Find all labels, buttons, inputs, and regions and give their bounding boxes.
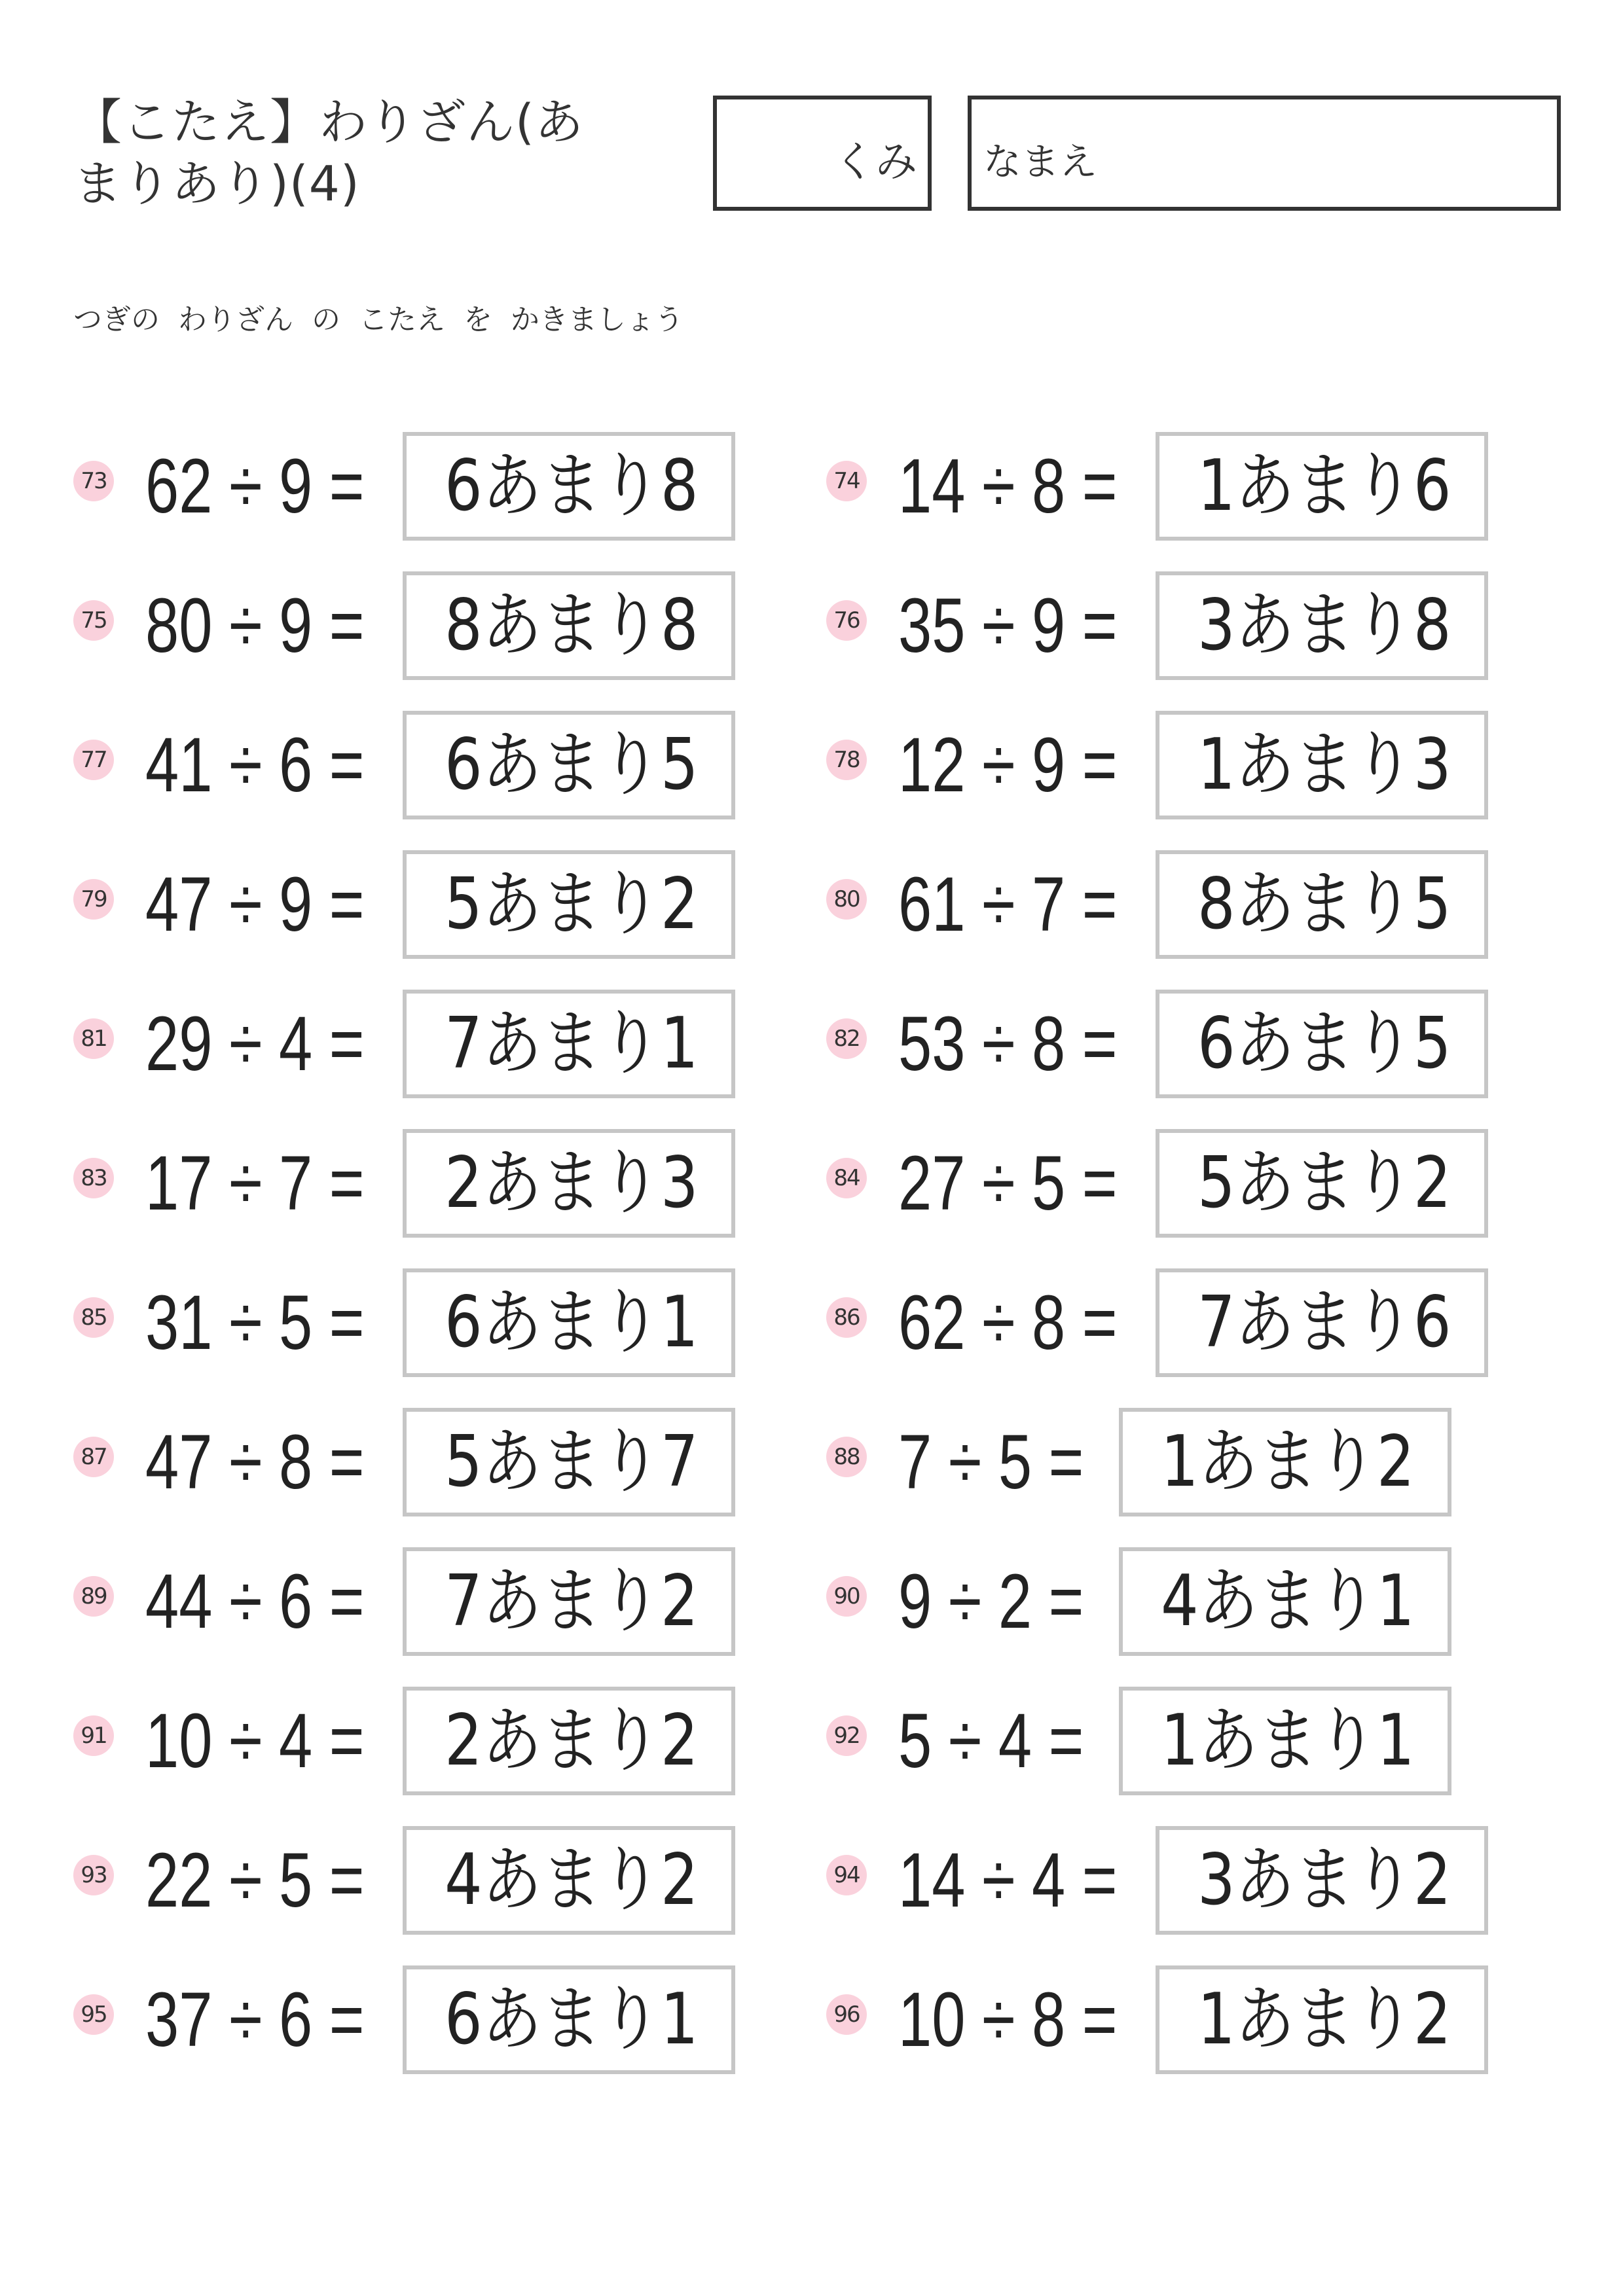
division-expression: 10 ÷ 8 = [898,1977,1118,2063]
problem-number-badge: 82 [826,1018,867,1059]
answer-text: 6あまり1 [445,1979,699,2060]
problem-number-badge: 76 [826,600,867,641]
answer-text: 8あまり8 [445,584,699,666]
answer-text: 3あまり2 [1197,1839,1451,1921]
problem-number-badge: 75 [73,600,114,641]
answer-box[interactable] [403,1826,735,1935]
answer-box[interactable] [1156,850,1488,959]
problem-number-badge: 74 [826,461,867,501]
answer-text: 4あまり2 [445,1839,699,1921]
division-expression: 14 ÷ 8 = [898,443,1118,529]
division-expression: 5 ÷ 4 = [898,1698,1084,1784]
name-label: なまえ [983,139,1098,184]
answer-box[interactable] [1156,571,1488,680]
division-expression: 53 ÷ 8 = [898,1001,1118,1087]
division-expression: 31 ÷ 5 = [145,1280,365,1366]
problem-number-badge: 85 [73,1297,114,1338]
problem-number-badge: 83 [73,1158,114,1198]
problem-number-badge: 84 [826,1158,867,1198]
division-expression: 44 ÷ 6 = [145,1558,365,1645]
problem-number-badge: 77 [73,740,114,780]
answer-box[interactable] [403,1408,735,1516]
title-line-1: 【こたえ】わりざん(あ [73,94,584,151]
answer-text: 1あまり2 [1161,1421,1415,1503]
answer-box[interactable] [403,990,735,1098]
answer-text: 1あまり3 [1197,724,1451,806]
division-expression: 37 ÷ 6 = [145,1977,365,2063]
answer-box[interactable] [1156,1268,1488,1377]
division-expression: 62 ÷ 9 = [145,443,365,529]
problem-number-badge: 92 [826,1715,867,1756]
division-expression: 61 ÷ 7 = [898,861,1118,948]
division-expression: 47 ÷ 9 = [145,861,365,948]
problem-number-badge: 88 [826,1437,867,1477]
answer-box[interactable] [1156,1826,1488,1935]
problem-number-badge: 73 [73,461,114,501]
answer-box[interactable] [1119,1547,1451,1656]
answer-text: 7あまり1 [445,1003,699,1085]
answer-box[interactable] [1119,1408,1451,1516]
problem-number-badge: 96 [826,1994,867,2035]
answer-text: 7あまり2 [445,1560,699,1642]
division-expression: 29 ÷ 4 = [145,1001,365,1087]
answer-text: 1あまり2 [1197,1979,1451,2060]
answer-box[interactable] [1156,432,1488,541]
answer-box[interactable] [1156,1129,1488,1238]
answer-text: 3あまり8 [1197,584,1451,666]
division-expression: 7 ÷ 5 = [898,1419,1084,1505]
class-field[interactable] [713,96,932,211]
page-title [73,92,649,215]
answer-box[interactable] [1156,711,1488,819]
division-expression: 14 ÷ 4 = [898,1837,1118,1924]
answer-box[interactable] [403,1268,735,1377]
answer-text: 5あまり2 [1197,1142,1451,1224]
problem-number-badge: 89 [73,1576,114,1617]
division-expression: 35 ÷ 9 = [898,583,1118,669]
division-expression: 9 ÷ 2 = [898,1558,1084,1645]
answer-box[interactable] [1119,1687,1451,1795]
answer-text: 6あまり5 [445,724,699,806]
answer-box[interactable] [403,1547,735,1656]
problem-number-badge: 95 [73,1994,114,2035]
problem-number-badge: 87 [73,1437,114,1477]
instruction-text: つぎの わりざん の こたえ を かきましょう [73,303,684,336]
division-expression: 62 ÷ 8 = [898,1280,1118,1366]
answer-box[interactable] [1156,990,1488,1098]
answer-text: 6あまり1 [445,1282,699,1363]
answer-box[interactable] [1156,1965,1488,2074]
title-line-2: まりあり)(4) [73,156,360,212]
name-field[interactable] [968,96,1561,211]
answer-text: 8あまり5 [1197,863,1451,945]
answer-text: 6あまり5 [1197,1003,1451,1085]
answer-text: 2あまり3 [445,1142,699,1224]
answer-box[interactable] [403,432,735,541]
division-expression: 12 ÷ 9 = [898,722,1118,808]
problem-number-badge: 79 [73,879,114,920]
division-expression: 27 ÷ 5 = [898,1140,1118,1227]
problem-number-badge: 93 [73,1855,114,1895]
answer-box[interactable] [403,711,735,819]
problem-number-badge: 94 [826,1855,867,1895]
problem-number-badge: 80 [826,879,867,920]
division-expression: 17 ÷ 7 = [145,1140,365,1227]
problem-number-badge: 90 [826,1576,867,1617]
answer-box[interactable] [403,850,735,959]
division-expression: 22 ÷ 5 = [145,1837,365,1924]
answer-text: 1あまり1 [1161,1700,1415,1782]
division-expression: 10 ÷ 4 = [145,1698,365,1784]
division-expression: 41 ÷ 6 = [145,722,365,808]
answer-box[interactable] [403,1687,735,1795]
answer-text: 2あまり2 [445,1700,699,1782]
answer-text: 6あまり8 [445,445,699,527]
answer-text: 5あまり2 [445,863,699,945]
problem-number-badge: 91 [73,1715,114,1756]
problem-number-badge: 78 [826,740,867,780]
answer-box[interactable] [403,1129,735,1238]
answer-text: 5あまり7 [445,1421,699,1503]
answer-text: 4あまり1 [1161,1560,1415,1642]
problem-number-badge: 86 [826,1297,867,1338]
answer-box[interactable] [403,1965,735,2074]
answer-text: 1あまり6 [1197,445,1451,527]
problem-number-badge: 81 [73,1018,114,1059]
division-expression: 80 ÷ 9 = [145,583,365,669]
answer-box[interactable] [403,571,735,680]
division-expression: 47 ÷ 8 = [145,1419,365,1505]
answer-text: 7あまり6 [1197,1282,1451,1363]
class-label: くみ [833,138,917,187]
